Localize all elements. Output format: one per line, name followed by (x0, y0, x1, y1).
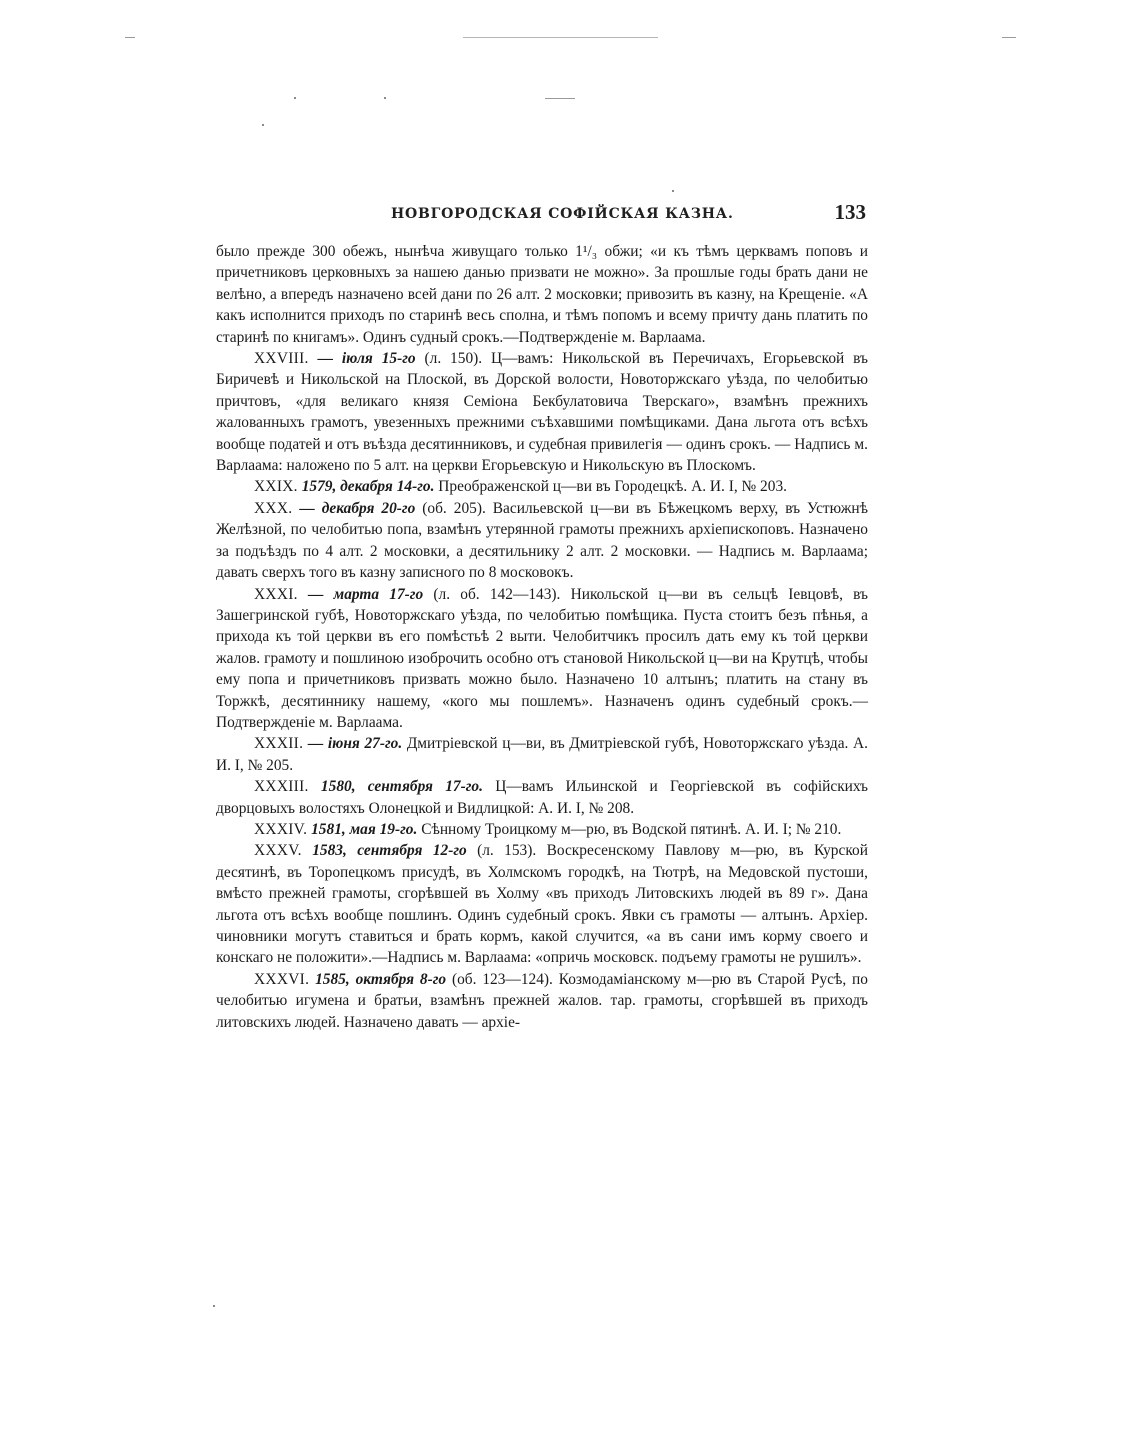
paragraph-continuation (216, 241, 868, 348)
entry-text: (об. 123—124). Козмодаміанскому м—рю въ Старой Русѣ, по челобитью игумена и братьи, взамѣнъ прежней жалов. тар. грамоты, сгорѣвшей въ приходъ литовскихъ людей. Назначено давать — архіе- (216, 970, 868, 1031)
entry-number: XXVIII. (254, 350, 309, 368)
entry-text: Ц—вамъ Ильинской и Георгіевской въ софійскихъ дворцовыхъ волостяхъ Олонецкой и Видлицкой: А. И. I, № 208. (216, 778, 868, 817)
entry-number: XXXII. (254, 735, 304, 753)
scan-artifact-line (545, 98, 575, 99)
entry-xxxvi (216, 969, 868, 1033)
entry-xxviii (216, 348, 868, 476)
entry-date: — іюня 27-го. (307, 735, 403, 753)
entry-date: 1580, сентября 17-го. (320, 778, 483, 796)
entry-xxxiv (216, 819, 868, 840)
entry-xxxii (216, 733, 868, 776)
scan-artifact-line (1002, 37, 1016, 38)
entry-number: XXXV. (254, 842, 302, 860)
entry-text: (л. 150). Ц—вамъ: Никольской въ Перечичахъ, Егорьевской въ Биричевѣ и Никольской на Плоской, въ Дорской волости, Новоторжскаго уѣзда, по челобитью причтовъ, «для великаго князя Семіона Бекбулатовича Тверскаго», взамѣнъ прежнихъ жалованныхъ грамотъ, увезенныхъ прежними съѣхавшими помѣщиками. Дана льгота отъ всѣхъ вообще податей и отъ въѣзда десятинниковъ, и судебная привилегія — одинъ срокъ. — Надпись м. Варлаама: наложено по 5 алт. на церкви Егорьевскую и Никольскую въ Плоскомъ. (216, 350, 868, 475)
text-body (216, 241, 868, 1033)
scan-artifact-dot (672, 190, 674, 192)
paragraph-text: было прежде 300 обежъ, нынѣча живущаго только 1¹/₃ обжи; «и къ тѣмъ церквамъ поповъ и причетниковъ церковныхъ за нашею данью призвати не можно». За прошлые годы брать дани не велѣно, а впередъ назначено всей дани по 26 алт. 2 московки; привозить въ казну, на Крещеніе. «А какъ исполнится приходъ по старинѣ весь сполна, и тѣмъ попомъ и всему причту дань платить по старинѣ по книгамъ». Одинъ судный срокъ.—Подтвержденіе м. Варлаама. (216, 243, 868, 346)
entry-number: XXXIII. (254, 778, 309, 796)
entry-xxx (216, 498, 868, 584)
scan-artifact-dot (213, 1305, 215, 1307)
scan-artifact-dot (294, 97, 296, 99)
entry-xxix (216, 476, 868, 497)
page-number: 133 (834, 200, 866, 224)
entry-number: XXXIV. (254, 820, 308, 838)
entry-date: — декабря 20-го (299, 499, 416, 517)
entry-number: XXXI. (254, 585, 298, 603)
scan-artifact-line (463, 37, 658, 38)
scan-artifact-dot (262, 124, 264, 126)
entry-text: Сѣнному Троицкому м—рю, въ Водской пятинѣ. А. И. I; № 210. (421, 820, 842, 838)
scan-artifact-dot (384, 97, 386, 99)
page-header (216, 198, 866, 232)
entry-date: — марта 17-го (308, 585, 424, 603)
entry-text: Преображенской ц—ви въ Городецкѣ. А. И. I, № 203. (438, 478, 787, 496)
entry-date: 1581, мая 19-го. (311, 820, 418, 838)
scan-artifact-line (125, 37, 135, 38)
entry-number: XXXVI. (254, 970, 310, 988)
entry-text: (л. об. 142—143). Никольской ц—ви въ сельцѣ Іевцовѣ, въ Зашегринской губѣ, Новоторжскаго уѣзда, по челобитью помѣщика. Пуста стоитъ безъ пѣнья, а прихода къ той церкви въ его помѣстьѣ 2 выти. Челобитчикъ просилъ дать ему къ той церкви жалов. грамоту и пошлиною изоброчить особно отъ становой Никольской ц—ви на Крутцѣ, чтобы ему попа и причетниковъ призвать можно было. Назначено 10 алтынъ; платить на стану въ Торжкѣ, десятиннику нашему, «кого мы пошлемъ». Назначенъ одинъ судебный срокъ.—Подтвержденіе м. Варлаама. (216, 585, 868, 731)
entry-date: 1579, декабря 14-го. (301, 478, 435, 496)
entry-date: 1583, сентября 12-го (312, 842, 467, 860)
entry-xxxi (216, 584, 868, 734)
entry-number: XXX. (254, 499, 293, 517)
entry-number: XXIX. (254, 478, 298, 496)
entry-date: — іюля 15-го (317, 350, 416, 368)
entry-text: (об. 205). Васильевской ц—ви въ Бѣжецкомъ верху, въ Устюжнѣ Желѣзной, по челобитью попа, взамѣнъ утерянной грамоты прежнихъ архіепископовъ. Назначено за подъѣздъ по 4 алт. 2 московки, а десятильнику 2 алт. 2 московки. — Надпись м. Варлаама; давать сверхъ того въ казну записного по 8 московокъ. (216, 499, 868, 582)
entry-xxxiii (216, 776, 868, 819)
entry-text: Дмитріевской ц—ви, въ Дмитріевской губѣ, Новоторжскаго уѣзда. А. И. I, № 205. (216, 735, 868, 774)
entry-date: 1585, октября 8-го (315, 970, 447, 988)
entry-text: (л. 153). Воскресенскому Павлову м—рю, въ Курской десятинѣ, въ Торопецкомъ присудѣ, въ Холмскомъ городкѣ, на Тютрѣ, на Медовской пустоши, вмѣсто прежней грамоты, сгорѣвшей въ Холму «въ приходъ Литовскихъ людей въ 89 г». Дана льгота отъ всѣхъ вообще пошлинъ. Одинъ судебный срокъ. Явки съ грамоты — алтынъ. Архіер. чиновники могутъ ставиться и брать кормъ, какой случится, «а въ сани имъ корму своего и конскаго не положити».—Надпись м. Варлаама: «опричь московск. подъему грамоты не рушилъ». (216, 842, 868, 967)
running-title: НОВГОРОДСКАЯ СОФІЙСКАЯ КАЗНА. (391, 206, 734, 222)
entry-xxxv (216, 840, 868, 968)
